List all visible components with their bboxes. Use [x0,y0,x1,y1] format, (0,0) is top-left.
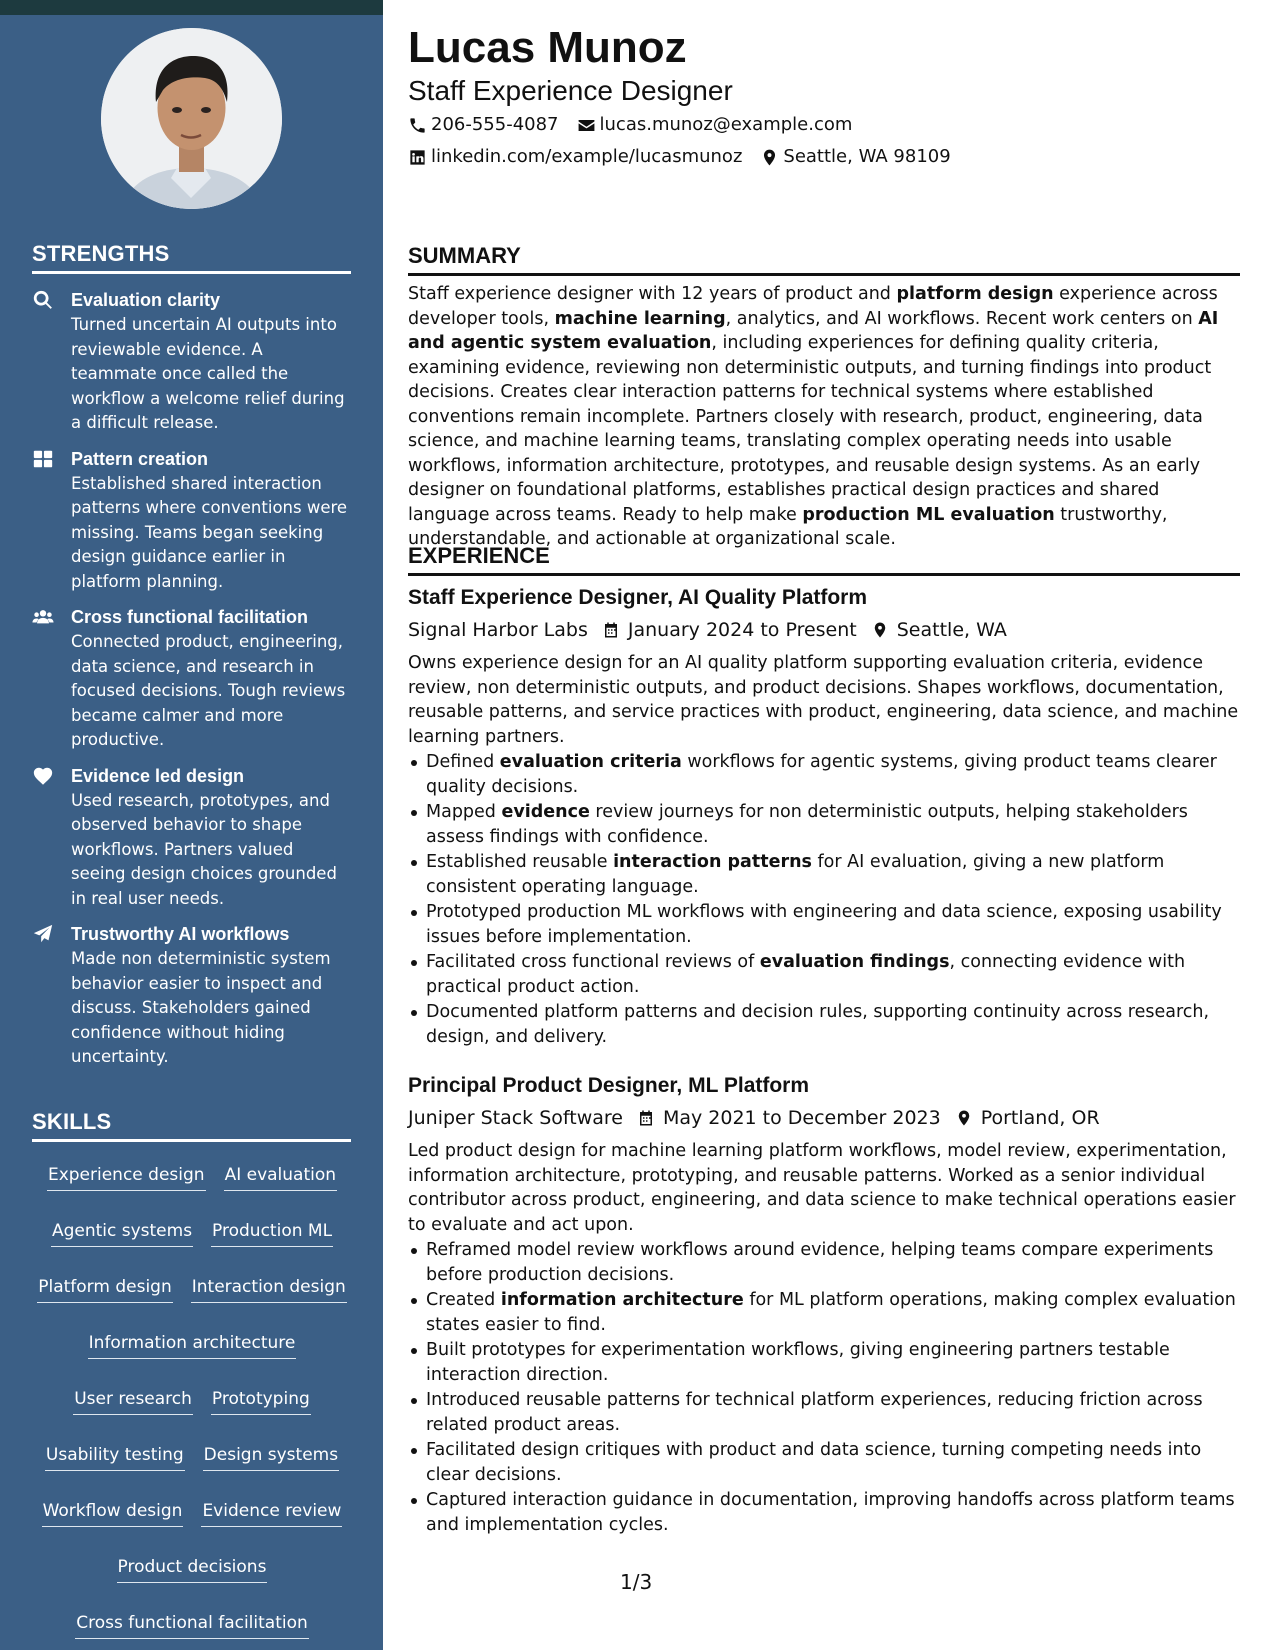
job-title: Staff Experience Designer, AI Quality Platform [408,586,868,609]
strength-item [32,922,352,1070]
company-name: Juniper Stack Software [408,1107,623,1129]
job-description: Led product design for machine learning platform workflows, model review, experimentation, information architecture, prototyping, and reusable patterns. Worked as a senior individual contributor across product, engineering, and data science to make technical operations easier to evaluate and act upon. [408,1141,1236,1235]
skill-tag: Usability testing [45,1443,185,1471]
job-location [871,616,1007,644]
job-location-text: Seattle, WA [896,619,1007,641]
bullet-item [408,950,1240,999]
summary-text: trustworthy, understandable, and actionable at organizational scale. [408,504,1168,549]
bullet-text: Prototyped production ML workflows with engineering and data science, exposing usability issues before implementation. [426,902,1222,947]
bullet-item [408,1488,1240,1537]
location-contact [760,145,950,169]
summary-heading: SUMMARY [408,242,1240,276]
skill-tag: Interaction design [191,1275,347,1303]
bullet-item [408,1288,1240,1337]
bullet-text: Established reusable [426,852,614,872]
summary-text: , analytics, and AI workflows. Recent work centers on [725,308,1199,329]
phone-icon [408,116,427,135]
job-bullets [408,1238,1240,1537]
skills-heading: SKILLS [32,1109,351,1142]
job-bullets [408,750,1240,1049]
page-number: 1/3 [620,1570,653,1594]
strengths-heading: STRENGTHS [32,241,351,274]
job-meta [408,1104,1240,1132]
job-dates-text: May 2021 to December 2023 [662,1107,941,1129]
bullet-item [408,1000,1240,1049]
bullet-text: , connecting evidence with practical product action. [426,952,1186,997]
bullet-text: Documented platform patterns and decision rules, supporting continuity across research, design, and delivery. [426,1002,1210,1047]
job-title: Principal Product Designer, ML Platform [408,1074,810,1097]
skills-list [32,1163,352,1639]
profile-photo-image [101,28,282,209]
candidate-title: Staff Experience Designer [408,75,733,106]
bullet-item [408,1338,1240,1387]
bullet-text: Introduced reusable patterns for technical platform experiences, reducing friction across related product areas. [426,1390,1203,1435]
bullet-item [408,1238,1240,1287]
strength-title: Evidence led design [71,765,245,786]
phone-number: 206-555-4087 [431,114,559,135]
summary-bold: AI and agentic system evaluation [408,308,1219,353]
bullet-bold: evaluation findings [759,952,950,972]
skill-tag: Platform design [37,1275,173,1303]
email-address[interactable]: lucas.munoz@example.com [599,114,853,135]
bullet-text: Created [426,1290,501,1310]
bullet-item [408,800,1240,849]
bullet-text: for ML platform operations, making complex evaluation states easier to find. [426,1290,1236,1335]
summary-text: Staff experience designer with 12 years of product and [408,284,897,304]
location-text: Seattle, WA 98109 [783,146,951,167]
bullet-item [408,1438,1240,1487]
bullet-bold: evaluation criteria [499,752,682,772]
skill-tag: Experience design [47,1163,206,1191]
summary-text: , including experiences for defining quality criteria, examining evidence, reviewing non deterministic outputs, and turning findings into product decisions. Creates clear interaction patterns for technical systems where established conventions remain incomplete. Partners closely with research, product, engineering, data science, and machine learning teams, translating complex operating needs into usable workflows, information architecture, prototypes, and reusable design systems. As an early designer on foundational platforms, establishes practical design practices and shared language across teams. Ready to help make [408,333,1212,525]
grid-icon [32,448,54,470]
job-dates [637,1104,941,1132]
strength-item [32,447,352,595]
heart-icon [32,765,54,787]
calendar-icon [602,621,620,639]
strength-title: Evaluation clarity [71,290,221,310]
strength-description: Connected product, engineering, data science, and research in focused decisions. Tough reviews became calmer and more productive. [71,632,346,749]
sidebar [0,15,383,1650]
summary-text [408,282,1240,552]
calendar-icon [637,1109,655,1127]
skill-tag: AI evaluation [224,1163,337,1191]
skill-tag: Design systems [203,1443,339,1471]
map-pin-icon [871,621,889,639]
linkedin-url[interactable]: linkedin.com/example/lucasmunoz [431,146,743,167]
company-name: Signal Harbor Labs [408,619,588,641]
strength-title: Trustworthy AI workflows [71,924,290,944]
skill-tag: User research [73,1387,193,1415]
linkedin-icon [408,148,427,167]
strength-description: Turned uncertain AI outputs into reviewable evidence. A teammate once called the workflow a welcome relief during a difficult release. [71,315,345,432]
people-icon [32,606,54,628]
bullet-item [408,900,1240,949]
bullet-item [408,750,1240,799]
candidate-name: Lucas Munoz [408,23,687,72]
skill-tag: Evidence review [201,1499,342,1527]
bullet-text: Facilitated design critiques with product and data science, turning competing needs into clear decisions. [426,1440,1202,1485]
skill-tag: Cross functional facilitation [75,1611,309,1639]
bullet-text: Built prototypes for experimentation workflows, giving engineering partners testable interaction direction. [426,1340,1170,1385]
bullet-bold: evidence [501,802,590,822]
skill-tag: Product decisions [117,1555,268,1583]
summary-bold: platform design [896,284,1054,304]
job-description: Owns experience design for an AI quality platform supporting evaluation criteria, evidence review, non deterministic outputs, and product decisions. Shapes workflows, documentation, reusable patterns, and service practices with product, engineering, data science, and machine learning partners. [408,653,1239,747]
email-contact [577,113,853,137]
contact-row [408,113,870,137]
summary-bold: machine learning [554,308,726,329]
bullet-text: Facilitated cross functional reviews of [426,952,760,972]
bullet-bold: information architecture [500,1290,744,1310]
strength-title: Cross functional facilitation [71,607,309,627]
bullet-text: Reframed model review workflows around evidence, helping teams compare experiments before production decisions. [426,1240,1214,1285]
map-pin-icon [760,148,779,167]
bullet-item [408,1388,1240,1437]
job-entry [408,584,1240,1050]
bullet-text: Captured interaction guidance in documentation, improving handoffs across platform teams and implementation cycles. [426,1490,1235,1535]
strength-description: Established shared interaction patterns where conventions were missing. Teams began seeking design guidance earlier in platform planning. [71,473,348,591]
strength-description: Made non deterministic system behavior easier to inspect and discuss. Stakeholders gained confidence without hiding uncertainty. [71,949,331,1066]
bullet-text: Mapped [426,802,502,822]
job-dates [602,616,857,644]
linkedin-contact [408,145,742,169]
strength-item [32,288,352,436]
job-meta [408,616,1240,644]
experience-heading: EXPERIENCE [408,542,1240,576]
contact-row [408,145,969,169]
bullet-bold: interaction patterns [613,852,812,872]
strength-item [32,764,352,912]
job-location-text: Portland, OR [980,1107,1100,1129]
skill-tag: Workflow design [42,1499,184,1527]
profile-photo [101,28,282,209]
search-icon [32,289,54,311]
envelope-icon [577,116,596,135]
job-dates-text: January 2024 to Present [627,619,857,641]
job-location [955,1104,1100,1132]
strength-title: Pattern creation [71,448,209,469]
summary-bold: production ML evaluation [802,504,1055,525]
phone-contact [408,113,559,137]
top-band [0,0,383,15]
strength-description: Used research, prototypes, and observed behavior to shape workflows. Partners valued seeing design choices grounded in real user needs. [71,790,337,908]
skill-tag: Agentic systems [51,1219,193,1247]
skill-tag: Prototyping [211,1387,311,1415]
skill-tag: Information architecture [88,1331,297,1359]
bullet-text: for AI evaluation, giving a new platform consistent operating language. [426,852,1165,897]
bullet-text: review journeys for non deterministic outputs, helping stakeholders assess findings with confidence. [426,802,1188,847]
bullet-item [408,850,1240,899]
summary-text: experience across developer tools, [408,284,1218,329]
bullet-text: Defined [426,752,500,772]
bullet-text: workflows for agentic systems, giving product teams clearer quality decisions. [426,752,1217,797]
job-entry [408,1072,1240,1538]
paper-plane-icon [32,923,54,945]
skill-tag: Production ML [211,1219,333,1247]
map-pin-icon [955,1109,973,1127]
strengths-list [32,288,352,1081]
strength-item [32,605,352,753]
